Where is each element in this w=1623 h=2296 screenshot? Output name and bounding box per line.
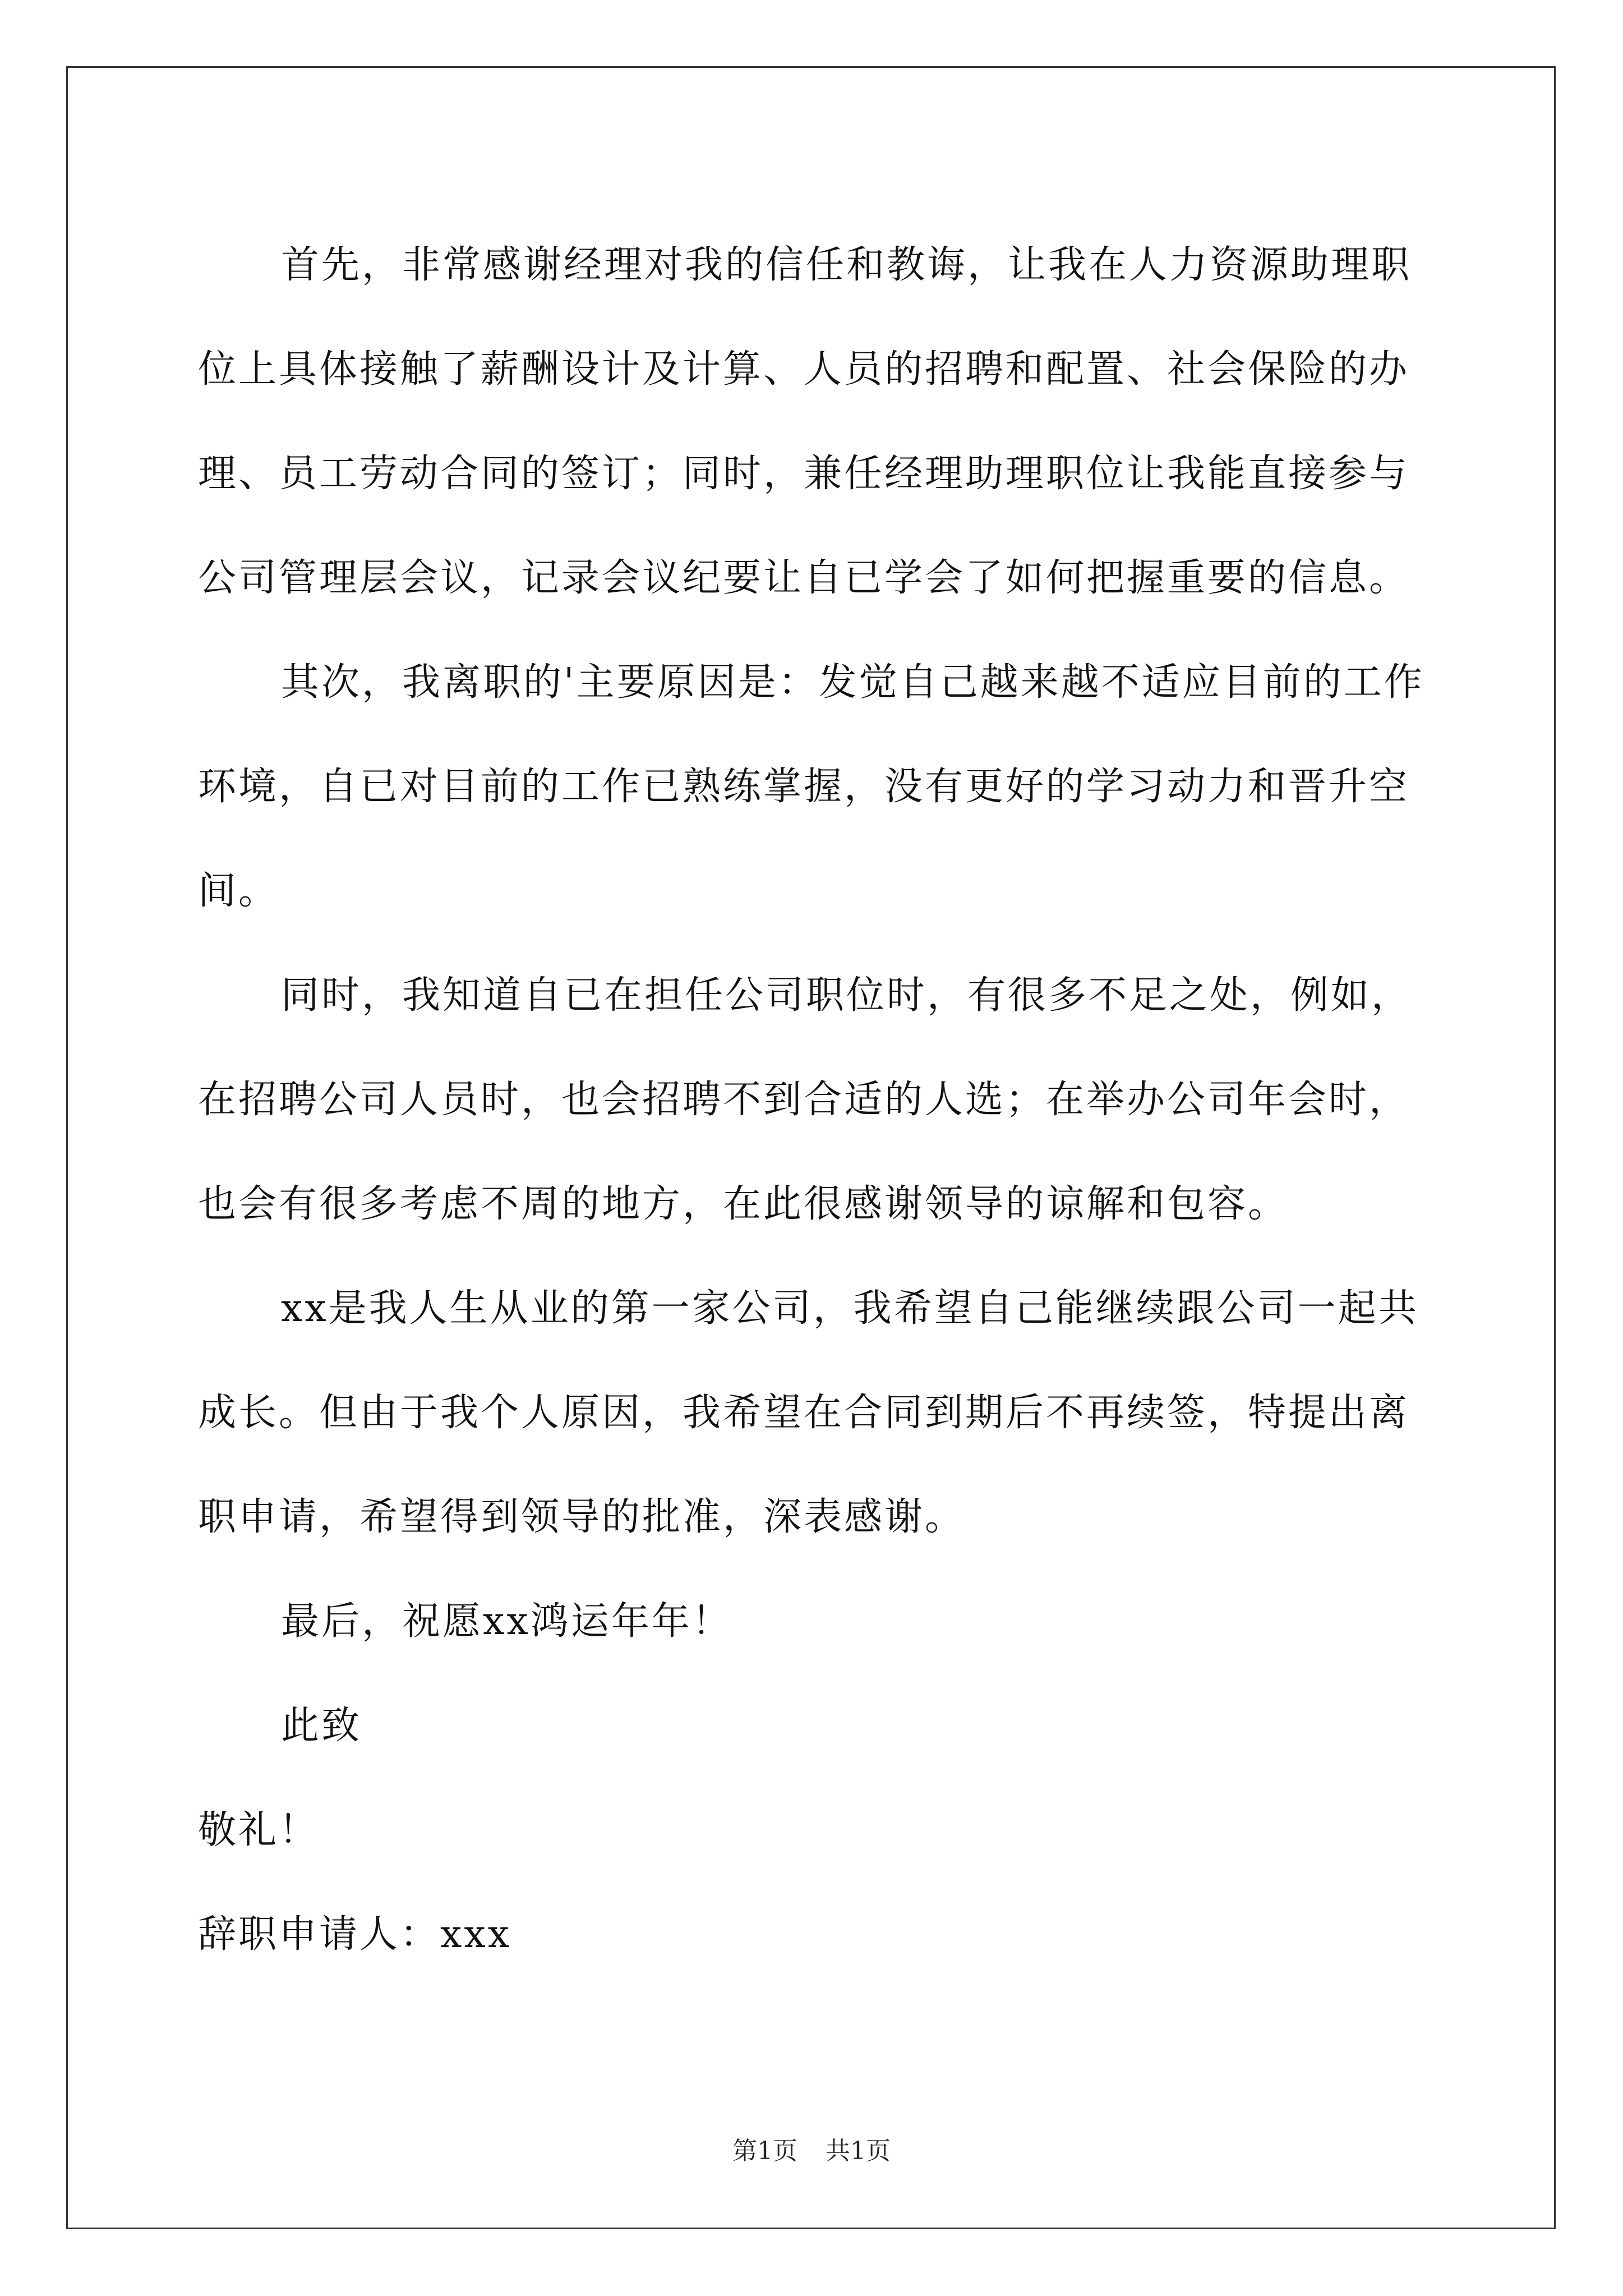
text-line: 环境，自已对目前的工作已熟练掌握，没有更好的学习动力和晋升空 [198, 765, 1410, 809]
text-line: 在招聘公司人员时，也会招聘不到合适的人选；在举办公司年会时， [198, 1078, 1410, 1122]
salutation-close: 敬礼！ [198, 1808, 320, 1852]
page-number: 第1页 [732, 2137, 797, 2165]
text-line: 其次，我离职的'主要原因是：发觉自己越来越不适应目前的工作 [281, 660, 1424, 705]
text-line: xx是我人生从业的第一家公司，我希望自己能继续跟公司一起共 [281, 1286, 1419, 1331]
signature: 辞职申请人：xxx [198, 1912, 512, 1957]
page-count: 共1页 [826, 2137, 891, 2165]
text-line: 职申请，希望得到领导的批准，深表感谢。 [198, 1495, 966, 1539]
closing-wish: 最后，祝愿xx鸿运年年！ [281, 1599, 732, 1644]
paragraph-shortcomings [198, 944, 1432, 1257]
text-line: 理、员工劳动合同的签订；同时，兼任经理助理职位让我能直接参与 [198, 452, 1410, 496]
salutation-open: 此致 [281, 1704, 362, 1748]
text-line: 首先，非常感谢经理对我的信任和教诲，让我在人力资源助理职 [281, 243, 1412, 287]
text-line: 也会有很多考虑不周的地方，在此很感谢领导的谅解和包容。 [198, 1182, 1289, 1226]
text-line: 同时，我知道自已在担任公司职位时，有很多不足之处，例如， [281, 973, 1412, 1018]
page-footer [0, 2131, 1623, 2166]
text-line: 间。 [198, 869, 279, 913]
text-line: 位上具体接触了薪酬设计及计算、人员的招聘和配置、社会保险的办 [198, 347, 1410, 392]
letter-body [198, 213, 1432, 1987]
paragraph-request [198, 1257, 1432, 1570]
text-line: 公司管理层会议，记录会议纪要让自已学会了如何把握重要的信息。 [198, 556, 1410, 600]
text-line: 成长。但由于我个人原因，我希望在合同到期后不再续签，特提出离 [198, 1391, 1410, 1435]
paragraph-reason [198, 631, 1432, 944]
paragraph-thanks [198, 213, 1432, 631]
